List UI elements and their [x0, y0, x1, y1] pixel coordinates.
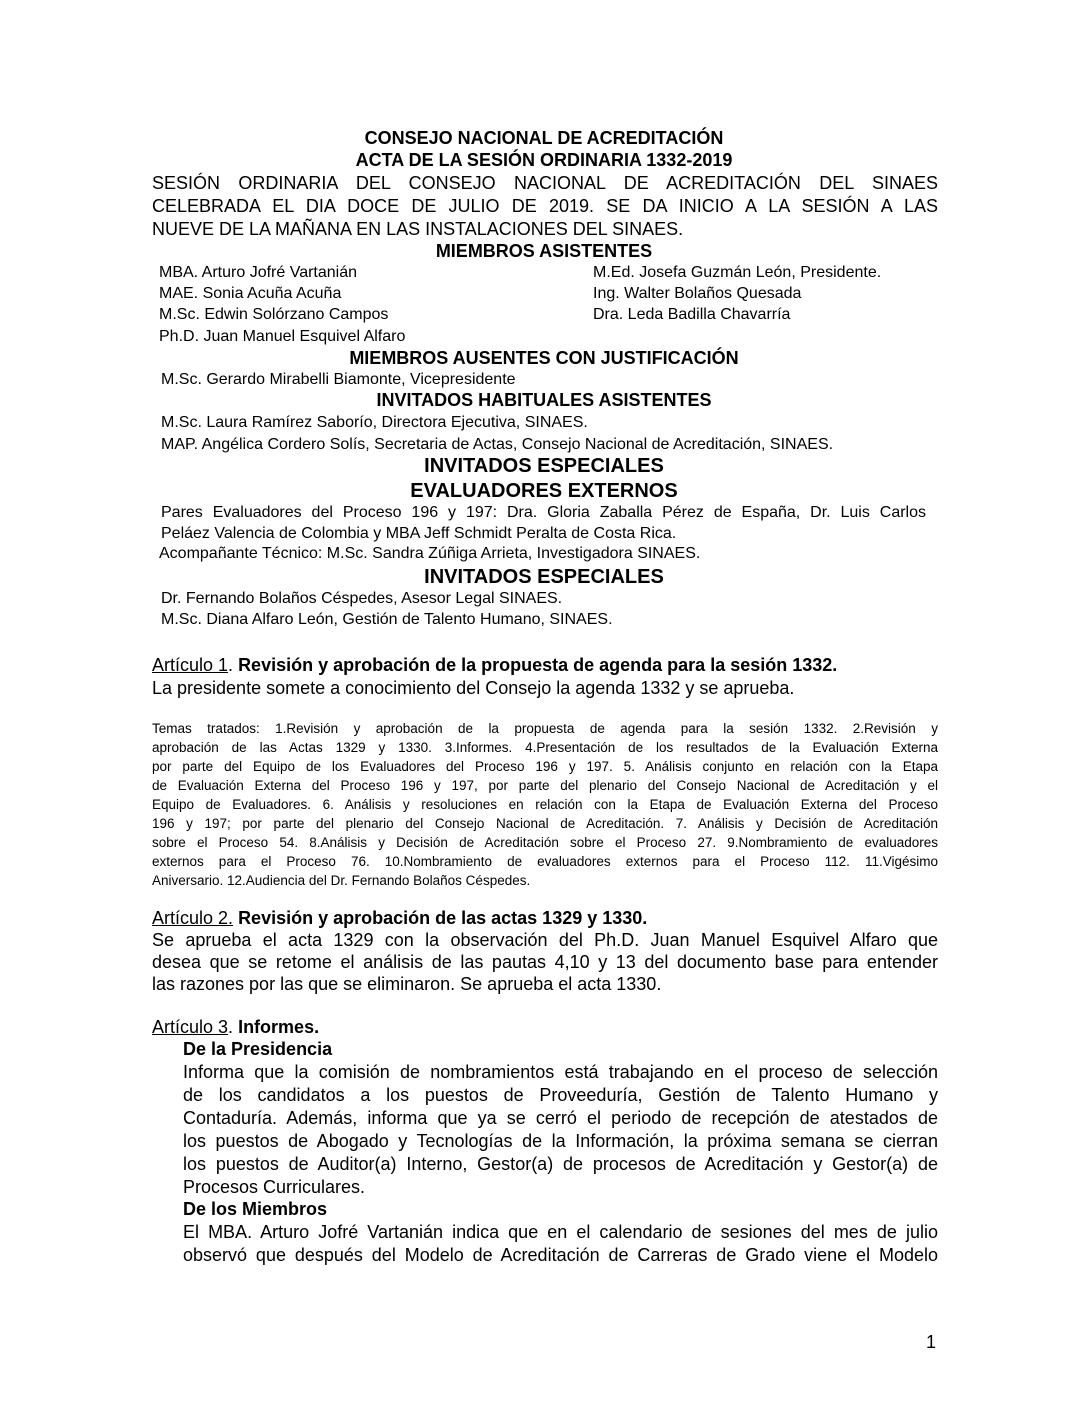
topics-line-6: 196 y 197; por parte del plenario del Consejo Nacional de Acreditación. 7. Análisis y Decisión de Acreditación: [152, 816, 938, 831]
presidency-line-6: Procesos Curriculares.: [183, 1177, 366, 1197]
topics-line-2: aprobación de las Actas 1329 y 1330. 3.Informes. 4.Presentación de los resultados de la Evaluación Externa: [152, 740, 938, 755]
presidency-line-3: Contaduría. Además, informa que ya se cerró el periodo de recepción de atestados de: [183, 1108, 938, 1128]
topics-line-4: de Evaluación Externa del Proceso 196 y 197, por parte del plenario del Consejo Nacional de Acreditación y el: [152, 778, 938, 793]
presidency-line-4: los puestos de Abogado y Tecnologías de la Información, la próxima semana se cierran: [183, 1131, 938, 1151]
technical-companion: Acompañante Técnico: M.Sc. Sandra Zúñiga Arrieta, Investigadora SINAES.: [159, 545, 701, 562]
article-2-line-1: Se aprueba el acta 1329 con la observación del Ph.D. Juan Manuel Esquivel Alfaro que: [152, 930, 938, 950]
article-3-title: Informes.: [238, 1017, 320, 1037]
intro-line-1: SESIÓN ORDINARIA DEL CONSEJO NACIONAL DE ACREDITACIÓN DEL SINAES: [152, 173, 938, 193]
regular-guest-2: MAP. Angélica Cordero Solís, Secretaria de Actas, Consejo Nacional de Acreditación, SINAES.: [161, 436, 834, 453]
member-left-1: MBA. Arturo Jofré Vartanián: [159, 264, 358, 281]
intro-line-2: CELEBRADA EL DIA DOCE DE JULIO DE 2019. SE DA INICIO A LA SESIÓN A LAS: [152, 196, 938, 216]
article-2-heading: [152, 907, 647, 930]
presidency-heading: De la Presidencia: [183, 1039, 333, 1059]
topics-line-7: sobre el Proceso 54. 8.Análisis y Decisión de Acreditación sobre el Proceso 27. 9.Nombramiento de evaluadores: [152, 835, 938, 850]
presidency-line-2: de los candidatos a los puestos de Proveeduría, Gestión de Talento Humano y: [183, 1085, 938, 1105]
topics-line-5: Equipo de Evaluadores. 6. Análisis y resoluciones en relación con la Etapa de Evaluación Externa del Proceso: [152, 797, 938, 812]
external-evaluators-heading: EVALUADORES EXTERNOS: [410, 480, 678, 502]
members-line-2: observó que después del Modelo de Acreditación de Carreras de Grado viene el Modelo: [183, 1245, 938, 1265]
topics-line-8: externos para el Proceso 76. 10.Nombramiento de evaluadores externos para el Proceso 112. 11.Vigésimo: [152, 854, 938, 869]
member-left-2: MAE. Sonia Acuña Acuña: [159, 285, 342, 302]
regular-guests-heading: INVITADOS HABITUALES ASISTENTES: [376, 390, 712, 410]
members-subheading: De los Miembros: [183, 1199, 328, 1219]
article-3-label: Artículo 3: [152, 1017, 229, 1037]
special-guests-heading: INVITADOS ESPECIALES: [424, 455, 664, 477]
absent-member: M.Sc. Gerardo Mirabelli Biamonte, Vicepresidente: [161, 371, 516, 388]
article-2-title: Revisión y aprobación de las actas 1329 y 1330.: [238, 908, 648, 928]
evaluators-line-1: Pares Evaluadores del Proceso 196 y 197: Dra. Gloria Zaballa Pérez de España, Dr. Luis Carlos: [161, 504, 926, 521]
article-2-label: Artículo 2.: [152, 908, 234, 928]
article-1-title: Revisión y aprobación de la propuesta de agenda para la sesión 1332.: [238, 655, 838, 675]
document-title: CONSEJO NACIONAL DE ACREDITACIÓN: [364, 128, 724, 148]
document-subtitle: ACTA DE LA SESIÓN ORDINARIA 1332-2019: [355, 150, 733, 170]
member-left-3: M.Sc. Edwin Solórzano Campos: [159, 306, 389, 323]
topics-line-3: por parte del Equipo de los Evaluadores del Proceso 196 y 197. 5. Análisis conjunto en relación con la Etapa: [152, 759, 938, 774]
article-3-heading: Artículo 3. Informes.: [152, 1017, 320, 1037]
article-1-label: Artículo 1: [152, 655, 229, 675]
regular-guest-1: M.Sc. Laura Ramírez Saborío, Directora Ejecutiva, SINAES.: [161, 414, 588, 431]
presidency-line-5: los puestos de Auditor(a) Interno, Gestor(a) de procesos de Acreditación y Gestor(a) de: [183, 1154, 938, 1174]
page-number: 1: [926, 1332, 937, 1352]
member-right-2: Ing. Walter Bolaños Quesada: [593, 285, 802, 302]
topics-line-9: Aniversario. 12.Audiencia del Dr. Fernando Bolaños Céspedes.: [152, 873, 531, 888]
evaluators-line-2: Peláez Valencia de Colombia y MBA Jeff Schmidt Peralta de Costa Rica.: [161, 525, 677, 542]
article-2-line-3: las razones por las que se eliminaron. Se aprueba el acta 1330.: [152, 974, 662, 994]
topics-line-1: Temas tratados: 1.Revisión y aprobación de la propuesta de agenda para la sesión 1332. 2.Revisión y: [152, 721, 938, 736]
special-guest-1: Dr. Fernando Bolaños Céspedes, Asesor Legal SINAES.: [161, 590, 563, 607]
members-line-1: El MBA. Arturo Jofré Vartanián indica que en el calendario de sesiones del mes de julio: [183, 1222, 938, 1242]
article-1-body: La presidente somete a conocimiento del Consejo la agenda 1332 y se aprueba.: [152, 678, 795, 698]
presidency-line-1: Informa que la comisión de nombramientos está trabajando en el proceso de selección: [183, 1062, 938, 1082]
article-1-heading: Artículo 1. Revisión y aprobación de la propuesta de agenda para la sesión 1332.: [152, 655, 838, 675]
article-2-line-2: desea que se retome el análisis de las pautas 4,10 y 13 del documento base para entender: [152, 952, 938, 972]
intro-line-3: NUEVE DE LA MAÑANA EN LAS INSTALACIONES DEL SINAES.: [152, 219, 684, 239]
member-left-4: Ph.D. Juan Manuel Esquivel Alfaro: [159, 328, 406, 345]
member-right-1: M.Ed. Josefa Guzmán León, Presidente.: [593, 264, 882, 281]
special-guests-heading-2: INVITADOS ESPECIALES: [424, 566, 664, 588]
special-guest-2: M.Sc. Diana Alfaro León, Gestión de Talento Humano, SINAES.: [161, 611, 613, 628]
member-right-3: Dra. Leda Badilla Chavarría: [593, 306, 791, 323]
members-absent-heading: MIEMBROS AUSENTES CON JUSTIFICACIÓN: [349, 348, 739, 368]
members-present-heading: MIEMBROS ASISTENTES: [435, 241, 653, 261]
